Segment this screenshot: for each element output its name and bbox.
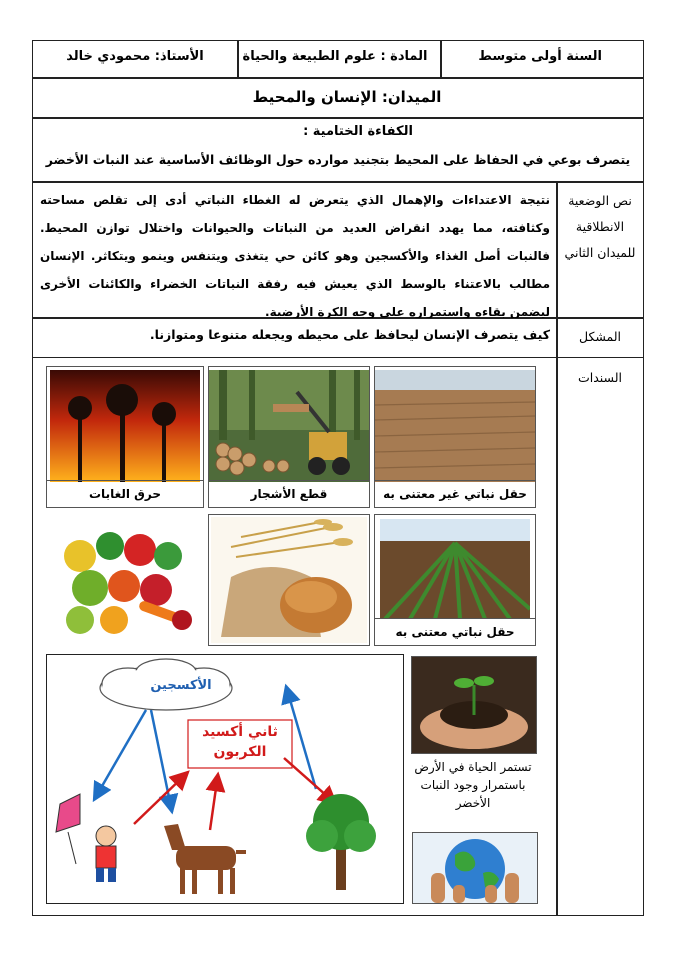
bread-wheat-image-card <box>208 514 370 646</box>
cutting-trees-caption: قطع الأشجار <box>209 480 369 507</box>
teacher-label: الأستاذ: محمودي خالد <box>66 49 204 64</box>
unkept-field-caption: حقل نباتي غير معتنى به <box>375 480 535 507</box>
supports-col-divider <box>556 358 558 916</box>
cutting-trees-image <box>209 370 369 482</box>
level-label: السنة أولى متوسط <box>478 49 602 64</box>
situation-col-divider <box>556 182 558 318</box>
bread-wheat-image <box>211 517 367 643</box>
kept-field-card <box>374 514 536 646</box>
cutting-trees-card <box>208 366 370 508</box>
tree-graphic <box>306 794 376 890</box>
problem-col-divider <box>556 318 558 358</box>
horse-graphic <box>164 824 246 894</box>
domain-title: الميدان: الإنسان والمحيط <box>252 88 442 106</box>
situation-label: نص الوضعية الانطلاقية للميدان الثاني <box>564 193 636 260</box>
life-caption: تستمر الحياة في الأرض باستمرار وجود النبات الأخضر <box>414 760 532 810</box>
competence-text: يتصرف بوعي في الحفاظ على المحيط بتجنيد موارده حول الوظائف الأساسية عند النبات الأخضر <box>45 152 631 167</box>
subject-label: المادة : علوم الطبيعة والحياة <box>242 49 428 64</box>
co2-label: ثاني أكسيد الكربون <box>202 724 278 760</box>
forest-fire-card <box>46 366 204 508</box>
supports-label: السندات <box>577 370 622 385</box>
situation-text: نتيجة الاعتداءات والإهمال الذي يتعرض له الغطاء النباتي أدى إلى تقلص مساحته وكثافته، مما يهدد انقراض العديد من النباتات والحيوانات واختلال توازن المحيط. فالنبات أصل الغذاء والأكسجين وهو كائن حي يتغذى ويتنفس وينمو ويتكاثر. الإنسان مطالب بالاعتناء بالوسط الذي يعيش فيه رفقة النباتات الخضراء والكائنات الأخرى ليضمن بقاءه واستمراره على وجه الكرة الأرضية. <box>40 193 550 319</box>
seedling-hands-image <box>411 656 537 754</box>
kite-graphic <box>56 794 80 864</box>
header-divider-1 <box>237 40 239 78</box>
forest-fire-caption: حرق الغابات <box>47 480 203 507</box>
vegetables-image-card <box>46 514 204 646</box>
unkept-field-image <box>375 370 535 482</box>
oxygen-label: الأكسجين <box>150 678 212 693</box>
kept-field-image <box>380 519 530 619</box>
unkept-field-card <box>374 366 536 508</box>
vegetables-image <box>50 516 200 642</box>
problem-label: المشكل <box>578 329 622 344</box>
life-card <box>410 654 538 904</box>
competence-title: الكفاءة الختامية : <box>303 124 413 139</box>
forest-fire-image <box>50 370 200 482</box>
problem-text: كيف يتصرف الإنسان ليحافظ على محيطه ويجعله متنوعا ومتوازنا. <box>149 327 550 342</box>
globe-hands-image <box>412 832 538 904</box>
kept-field-caption: حقل نباتي معتنى به <box>375 618 535 645</box>
child-graphic <box>96 826 116 882</box>
